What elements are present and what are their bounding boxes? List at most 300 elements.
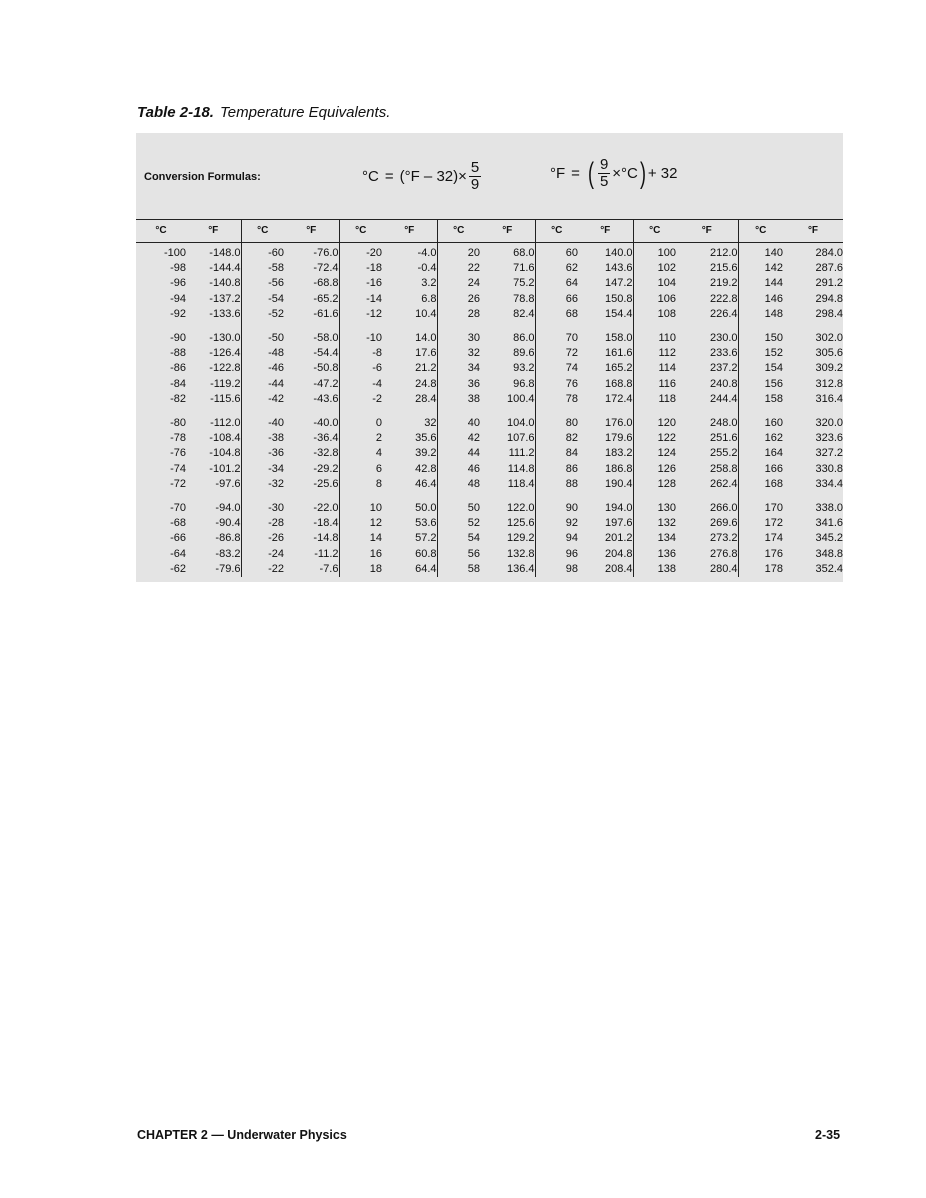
celsius-cell: -54 xyxy=(268,292,284,305)
fahrenheit-cell: -58.0 xyxy=(284,331,339,346)
fahrenheit-cell: 147.2 xyxy=(578,276,633,291)
celsius-cell: -86 xyxy=(170,362,186,375)
fahrenheit-cell: 118.4 xyxy=(480,477,535,492)
fahrenheit-cell: -94.0 xyxy=(186,501,241,516)
fahrenheit-cell: 201.2 xyxy=(578,531,633,546)
celsius-cell: 152 xyxy=(764,347,783,360)
fahrenheit-cell: 158.0 xyxy=(578,331,633,346)
spacer-cell xyxy=(241,407,284,416)
spacer-cell xyxy=(186,407,241,416)
fahrenheit-cell: 50.0 xyxy=(382,501,437,516)
celsius-cell: 162 xyxy=(764,432,783,445)
celsius-cell: -50 xyxy=(268,332,284,345)
fahrenheit-cell: 237.2 xyxy=(676,361,738,376)
fahrenheit-cell: 230.0 xyxy=(676,331,738,346)
fahrenheit-cell: 334.4 xyxy=(815,477,843,490)
celsius-cell: 94 xyxy=(565,532,578,545)
temperature-table xyxy=(136,219,843,577)
celsius-cell: -52 xyxy=(268,307,284,320)
fahrenheit-cell: -36.4 xyxy=(284,431,339,446)
table-row xyxy=(136,416,843,431)
group-spacer xyxy=(136,322,843,331)
spacer-cell xyxy=(783,322,843,331)
celsius-cell: -24 xyxy=(268,547,284,560)
fahrenheit-cell: 204.8 xyxy=(578,547,633,562)
celsius-cell: 156 xyxy=(764,377,783,390)
fahrenheit-cell: -7.6 xyxy=(284,562,339,577)
celsius-cell: 148 xyxy=(764,307,783,320)
celsius-cell: 92 xyxy=(565,517,578,530)
fahrenheit-cell: 309.2 xyxy=(815,362,843,375)
fahrenheit-cell: -25.6 xyxy=(284,477,339,492)
fahrenheit-cell: 125.6 xyxy=(480,516,535,531)
fahrenheit-cell: 276.8 xyxy=(676,547,738,562)
fahrenheit-cell: 194.0 xyxy=(578,501,633,516)
spacer-cell xyxy=(535,492,578,501)
fahrenheit-cell: -54.4 xyxy=(284,346,339,361)
fahrenheit-cell: 143.6 xyxy=(578,261,633,276)
fahrenheit-cell: 82.4 xyxy=(480,307,535,322)
fahrenheit-cell: 172.4 xyxy=(578,392,633,407)
fahrenheit-cell: 226.4 xyxy=(676,307,738,322)
celsius-cell: -60 xyxy=(268,247,284,259)
fahrenheit-cell: 165.2 xyxy=(578,361,633,376)
fahrenheit-cell: 17.6 xyxy=(382,346,437,361)
celsius-cell: 110 xyxy=(658,332,676,345)
celsius-cell: 36 xyxy=(467,377,480,390)
fahrenheit-cell: 248.0 xyxy=(676,416,738,431)
celsius-cell: 8 xyxy=(375,477,382,490)
fahrenheit-cell: 240.8 xyxy=(676,377,738,392)
celsius-cell: -16 xyxy=(366,277,382,290)
celsius-cell: -44 xyxy=(268,377,284,390)
column-header: °F xyxy=(578,219,633,242)
spacer-cell xyxy=(437,492,480,501)
spacer-cell xyxy=(382,492,437,501)
fahrenheit-cell: 212.0 xyxy=(676,246,738,261)
celsius-cell: -42 xyxy=(268,392,284,405)
spacer-cell xyxy=(284,322,339,331)
celsius-formula xyxy=(362,160,483,193)
fahrenheit-cell: 208.4 xyxy=(578,562,633,577)
table-row xyxy=(136,431,843,446)
celsius-cell: 128 xyxy=(657,477,676,490)
fahrenheit-cell: -108.4 xyxy=(186,431,241,446)
fahrenheit-cell: 114.8 xyxy=(480,462,535,477)
left-paren-icon: ( xyxy=(587,156,594,190)
fahrenheit-cell: 100.4 xyxy=(480,392,535,407)
fahrenheit-cell: 93.2 xyxy=(480,361,535,376)
celsius-cell: 20 xyxy=(467,247,480,259)
spacer-cell xyxy=(578,407,633,416)
celsius-cell: -22 xyxy=(268,562,284,575)
fahrenheit-cell: 176.0 xyxy=(578,416,633,431)
celsius-cell: -40 xyxy=(268,417,284,430)
celsius-cell: 66 xyxy=(565,292,578,305)
fahrenheit-cell: 140.0 xyxy=(578,246,633,261)
table-row xyxy=(136,547,843,562)
celsius-cell: -36 xyxy=(268,447,284,460)
fahrenheit-cell: 294.8 xyxy=(815,292,843,305)
table-row xyxy=(136,462,843,477)
celsius-cell: 84 xyxy=(565,447,578,460)
spacer-cell xyxy=(136,492,186,501)
fahrenheit-cell: 298.4 xyxy=(815,307,843,320)
celsius-cell: 58 xyxy=(467,562,480,575)
fahrenheit-cell: -97.6 xyxy=(186,477,241,492)
celsius-cell: 142 xyxy=(764,262,783,275)
celsius-cell: 26 xyxy=(467,292,480,305)
fahrenheit-formula-mid: ×°C xyxy=(612,165,638,182)
celsius-cell: -80 xyxy=(170,417,186,430)
spacer-cell xyxy=(676,322,738,331)
spacer-cell xyxy=(186,492,241,501)
fahrenheit-cell: 280.4 xyxy=(676,562,738,577)
fahrenheit-cell: -68.8 xyxy=(284,276,339,291)
celsius-cell: -6 xyxy=(372,362,382,375)
celsius-cell: 140 xyxy=(764,247,783,259)
celsius-cell: 114 xyxy=(658,362,676,375)
celsius-cell: 164 xyxy=(764,447,783,460)
celsius-formula-equals: = xyxy=(384,168,394,185)
spacer-cell xyxy=(578,322,633,331)
celsius-cell: 38 xyxy=(467,392,480,405)
celsius-cell: -46 xyxy=(268,362,284,375)
fahrenheit-cell: 320.0 xyxy=(815,417,843,430)
spacer-cell xyxy=(339,492,382,501)
fahrenheit-cell: -79.6 xyxy=(186,562,241,577)
fahrenheit-cell: 42.8 xyxy=(382,462,437,477)
fahrenheit-cell: -61.6 xyxy=(284,307,339,322)
conversion-formulas-label: Conversion Formulas: xyxy=(144,171,261,183)
fahrenheit-cell: 122.0 xyxy=(480,501,535,516)
fahrenheit-cell: 190.4 xyxy=(578,477,633,492)
celsius-cell: 40 xyxy=(467,417,480,430)
celsius-cell: 30 xyxy=(467,332,480,345)
celsius-cell: -82 xyxy=(170,392,186,405)
celsius-cell: 146 xyxy=(764,292,783,305)
column-header: °C xyxy=(257,225,269,236)
celsius-cell: 154 xyxy=(764,362,783,375)
celsius-cell: 160 xyxy=(764,417,783,430)
celsius-cell: 138 xyxy=(657,562,676,575)
fahrenheit-cell: 273.2 xyxy=(676,531,738,546)
celsius-cell: 130 xyxy=(657,502,676,515)
fahrenheit-cell: 269.6 xyxy=(676,516,738,531)
celsius-cell: 132 xyxy=(657,517,676,530)
celsius-cell: -32 xyxy=(268,477,284,490)
spacer-cell xyxy=(241,492,284,501)
celsius-cell: 90 xyxy=(565,502,578,515)
celsius-cell: -92 xyxy=(170,307,186,320)
fahrenheit-cell: 179.6 xyxy=(578,431,633,446)
fahrenheit-cell: 21.2 xyxy=(382,361,437,376)
spacer-cell xyxy=(633,492,676,501)
fahrenheit-cell: 86.0 xyxy=(480,331,535,346)
celsius-cell: 16 xyxy=(369,547,382,560)
spacer-cell xyxy=(241,322,284,331)
group-spacer xyxy=(136,407,843,416)
celsius-cell: -48 xyxy=(268,347,284,360)
spacer-cell xyxy=(738,322,783,331)
fahrenheit-cell: -112.0 xyxy=(186,416,241,431)
fahrenheit-cell: 262.4 xyxy=(676,477,738,492)
celsius-cell: 2 xyxy=(375,432,382,445)
fahrenheit-formula-lhs: °F xyxy=(550,165,566,182)
fahrenheit-cell: 71.6 xyxy=(480,261,535,276)
spacer-cell xyxy=(136,407,186,416)
celsius-cell: 174 xyxy=(764,532,783,545)
spacer-cell xyxy=(480,322,535,331)
fahrenheit-cell: 64.4 xyxy=(382,562,437,577)
celsius-cell: 108 xyxy=(657,307,676,320)
fahrenheit-cell: 341.6 xyxy=(815,517,843,530)
celsius-cell: 28 xyxy=(467,307,480,320)
fahrenheit-cell: 3.2 xyxy=(382,276,437,291)
column-header: °C xyxy=(355,225,367,236)
celsius-cell: 118 xyxy=(658,392,676,405)
table-row xyxy=(136,377,843,392)
table-number: Table 2-18. xyxy=(137,104,214,121)
table-row xyxy=(136,246,843,261)
celsius-cell: 136 xyxy=(657,547,676,560)
spacer-cell xyxy=(738,407,783,416)
fahrenheit-cell: -130.0 xyxy=(186,331,241,346)
celsius-cell: -100 xyxy=(163,247,186,259)
spacer-cell xyxy=(284,492,339,501)
celsius-cell: 172 xyxy=(764,517,783,530)
celsius-cell: 10 xyxy=(369,502,382,515)
fahrenheit-cell: -83.2 xyxy=(186,547,241,562)
table-title: Temperature Equivalents. xyxy=(219,104,391,121)
column-header: °F xyxy=(382,219,437,242)
celsius-cell: 86 xyxy=(565,462,578,475)
celsius-formula-fraction xyxy=(469,160,481,193)
celsius-cell: -78 xyxy=(170,432,186,445)
celsius-cell: 60 xyxy=(565,247,578,259)
spacer-cell xyxy=(676,492,738,501)
celsius-cell: 6 xyxy=(375,462,382,475)
celsius-cell: 32 xyxy=(467,347,480,360)
column-header: °C xyxy=(649,225,661,236)
fahrenheit-cell: -86.8 xyxy=(186,531,241,546)
fahrenheit-cell: 330.8 xyxy=(815,462,843,475)
celsius-cell: 126 xyxy=(657,462,676,475)
fahrenheit-cell: 35.6 xyxy=(382,431,437,446)
celsius-cell: -94 xyxy=(170,292,186,305)
fahrenheit-cell: 150.8 xyxy=(578,292,633,307)
celsius-cell: 14 xyxy=(369,532,382,545)
celsius-cell: 48 xyxy=(467,477,480,490)
celsius-cell: 34 xyxy=(467,362,480,375)
fahrenheit-cell: 75.2 xyxy=(480,276,535,291)
fahrenheit-cell: -140.8 xyxy=(186,276,241,291)
celsius-cell: 178 xyxy=(764,562,783,575)
fahrenheit-cell: 348.8 xyxy=(815,547,843,560)
celsius-cell: -2 xyxy=(372,392,382,405)
celsius-cell: 120 xyxy=(657,417,676,430)
fahrenheit-cell: 46.4 xyxy=(382,477,437,492)
celsius-cell: 82 xyxy=(565,432,578,445)
fahrenheit-cell: -0.4 xyxy=(382,261,437,276)
fahrenheit-cell: 6.8 xyxy=(382,292,437,307)
fahrenheit-cell: -43.6 xyxy=(284,392,339,407)
fahrenheit-cell: 104.0 xyxy=(480,416,535,431)
fahrenheit-cell: 186.8 xyxy=(578,462,633,477)
celsius-cell: 54 xyxy=(467,532,480,545)
celsius-cell: -20 xyxy=(366,247,382,259)
spacer-cell xyxy=(284,407,339,416)
spacer-cell xyxy=(578,492,633,501)
spacer-cell xyxy=(437,407,480,416)
fahrenheit-cell: -115.6 xyxy=(186,392,241,407)
fahrenheit-cell: 323.6 xyxy=(815,432,843,445)
celsius-cell: 72 xyxy=(565,347,578,360)
celsius-fraction-numerator: 5 xyxy=(470,159,480,176)
fahrenheit-cell: 291.2 xyxy=(815,277,843,290)
spacer-cell xyxy=(783,492,843,501)
celsius-cell: 134 xyxy=(657,532,676,545)
fahrenheit-cell: -32.8 xyxy=(284,446,339,461)
celsius-cell: 0 xyxy=(375,417,382,430)
celsius-cell: 62 xyxy=(565,262,578,275)
celsius-cell: 68 xyxy=(565,307,578,320)
celsius-cell: -72 xyxy=(170,477,186,490)
column-header: °F xyxy=(284,219,339,242)
celsius-formula-lhs: °C xyxy=(362,168,379,185)
fahrenheit-cell: 305.6 xyxy=(815,347,843,360)
fahrenheit-cell: 316.4 xyxy=(815,392,843,405)
fahrenheit-cell: -72.4 xyxy=(284,261,339,276)
celsius-cell: -58 xyxy=(268,262,284,275)
celsius-cell: 50 xyxy=(467,502,480,515)
celsius-cell: 4 xyxy=(375,447,382,460)
celsius-formula-rhs: (°F – 32) xyxy=(399,168,459,185)
celsius-cell: -70 xyxy=(170,502,186,515)
celsius-cell: -62 xyxy=(170,562,186,575)
celsius-cell: 78 xyxy=(565,392,578,405)
celsius-cell: -26 xyxy=(268,532,284,545)
fahrenheit-cell: -101.2 xyxy=(186,462,241,477)
fahrenheit-cell: 244.4 xyxy=(676,392,738,407)
fahrenheit-cell: -47.2 xyxy=(284,377,339,392)
fahrenheit-cell: -50.8 xyxy=(284,361,339,376)
spacer-cell xyxy=(738,492,783,501)
spacer-cell xyxy=(382,322,437,331)
table-header-row xyxy=(136,219,843,242)
fahrenheit-cell: -133.6 xyxy=(186,307,241,322)
celsius-cell: -56 xyxy=(268,277,284,290)
table-row xyxy=(136,361,843,376)
table-row xyxy=(136,276,843,291)
fahrenheit-cell: -40.0 xyxy=(284,416,339,431)
fahrenheit-formula-equals: = xyxy=(571,165,580,182)
celsius-cell: 166 xyxy=(764,462,783,475)
celsius-cell: -64 xyxy=(170,547,186,560)
footer-chapter: CHAPTER 2 — Underwater Physics xyxy=(137,1128,347,1142)
spacer-cell xyxy=(382,407,437,416)
celsius-cell: 88 xyxy=(565,477,578,490)
fahrenheit-cell: 345.2 xyxy=(815,532,843,545)
fahrenheit-cell: -29.2 xyxy=(284,462,339,477)
celsius-cell: -10 xyxy=(366,332,382,345)
spacer-cell xyxy=(339,407,382,416)
fahrenheit-cell: 258.8 xyxy=(676,462,738,477)
celsius-cell: 46 xyxy=(467,462,480,475)
table-row xyxy=(136,446,843,461)
fahrenheit-cell: 129.2 xyxy=(480,531,535,546)
temperature-table-panel xyxy=(136,133,843,582)
celsius-cell: 22 xyxy=(467,262,480,275)
celsius-cell: 80 xyxy=(565,417,578,430)
spacer-cell xyxy=(633,407,676,416)
celsius-cell: -68 xyxy=(170,517,186,530)
fahrenheit-cell: 57.2 xyxy=(382,531,437,546)
spacer-cell xyxy=(783,407,843,416)
table-row xyxy=(136,307,843,322)
celsius-cell: -38 xyxy=(268,432,284,445)
table-row xyxy=(136,261,843,276)
column-header: °F xyxy=(186,219,241,242)
celsius-cell: -76 xyxy=(170,447,186,460)
celsius-cell: 12 xyxy=(369,517,382,530)
column-header: °C xyxy=(155,225,167,236)
celsius-cell: 170 xyxy=(764,502,783,515)
celsius-cell: 98 xyxy=(565,562,578,575)
celsius-cell: 76 xyxy=(565,377,578,390)
table-row xyxy=(136,516,843,531)
fahrenheit-cell: 60.8 xyxy=(382,547,437,562)
column-header: °F xyxy=(480,219,535,242)
fahrenheit-cell: -144.4 xyxy=(186,261,241,276)
fahrenheit-cell: 161.6 xyxy=(578,346,633,361)
fahrenheit-cell: 154.4 xyxy=(578,307,633,322)
celsius-cell: -88 xyxy=(170,347,186,360)
celsius-cell: 70 xyxy=(565,332,578,345)
spacer-cell xyxy=(437,322,480,331)
celsius-cell: 52 xyxy=(467,517,480,530)
celsius-fraction-denominator: 9 xyxy=(470,176,480,193)
group-spacer xyxy=(136,492,843,501)
celsius-cell: 96 xyxy=(565,547,578,560)
celsius-cell: -90 xyxy=(170,332,186,345)
fahrenheit-cell: 53.6 xyxy=(382,516,437,531)
table-row xyxy=(136,346,843,361)
fahrenheit-cell: -90.4 xyxy=(186,516,241,531)
spacer-cell xyxy=(339,322,382,331)
celsius-cell: -30 xyxy=(268,502,284,515)
celsius-cell: 122 xyxy=(657,432,676,445)
celsius-cell: 44 xyxy=(467,447,480,460)
fahrenheit-cell: 352.4 xyxy=(815,562,843,575)
table-row xyxy=(136,477,843,492)
celsius-cell: 56 xyxy=(467,547,480,560)
fahrenheit-cell: 255.2 xyxy=(676,446,738,461)
celsius-cell: 144 xyxy=(764,277,783,290)
celsius-cell: 168 xyxy=(764,477,783,490)
fahrenheit-cell: 219.2 xyxy=(676,276,738,291)
celsius-formula-times: × xyxy=(458,168,467,185)
fahrenheit-cell: 197.6 xyxy=(578,516,633,531)
celsius-cell: -84 xyxy=(170,377,186,390)
celsius-cell: 24 xyxy=(467,277,480,290)
fahrenheit-cell: 266.0 xyxy=(676,501,738,516)
fahrenheit-cell: 132.8 xyxy=(480,547,535,562)
fahrenheit-cell: 28.4 xyxy=(382,392,437,407)
fahrenheit-cell: 338.0 xyxy=(815,502,843,515)
fahrenheit-cell: -14.8 xyxy=(284,531,339,546)
fahrenheit-cell: -122.8 xyxy=(186,361,241,376)
